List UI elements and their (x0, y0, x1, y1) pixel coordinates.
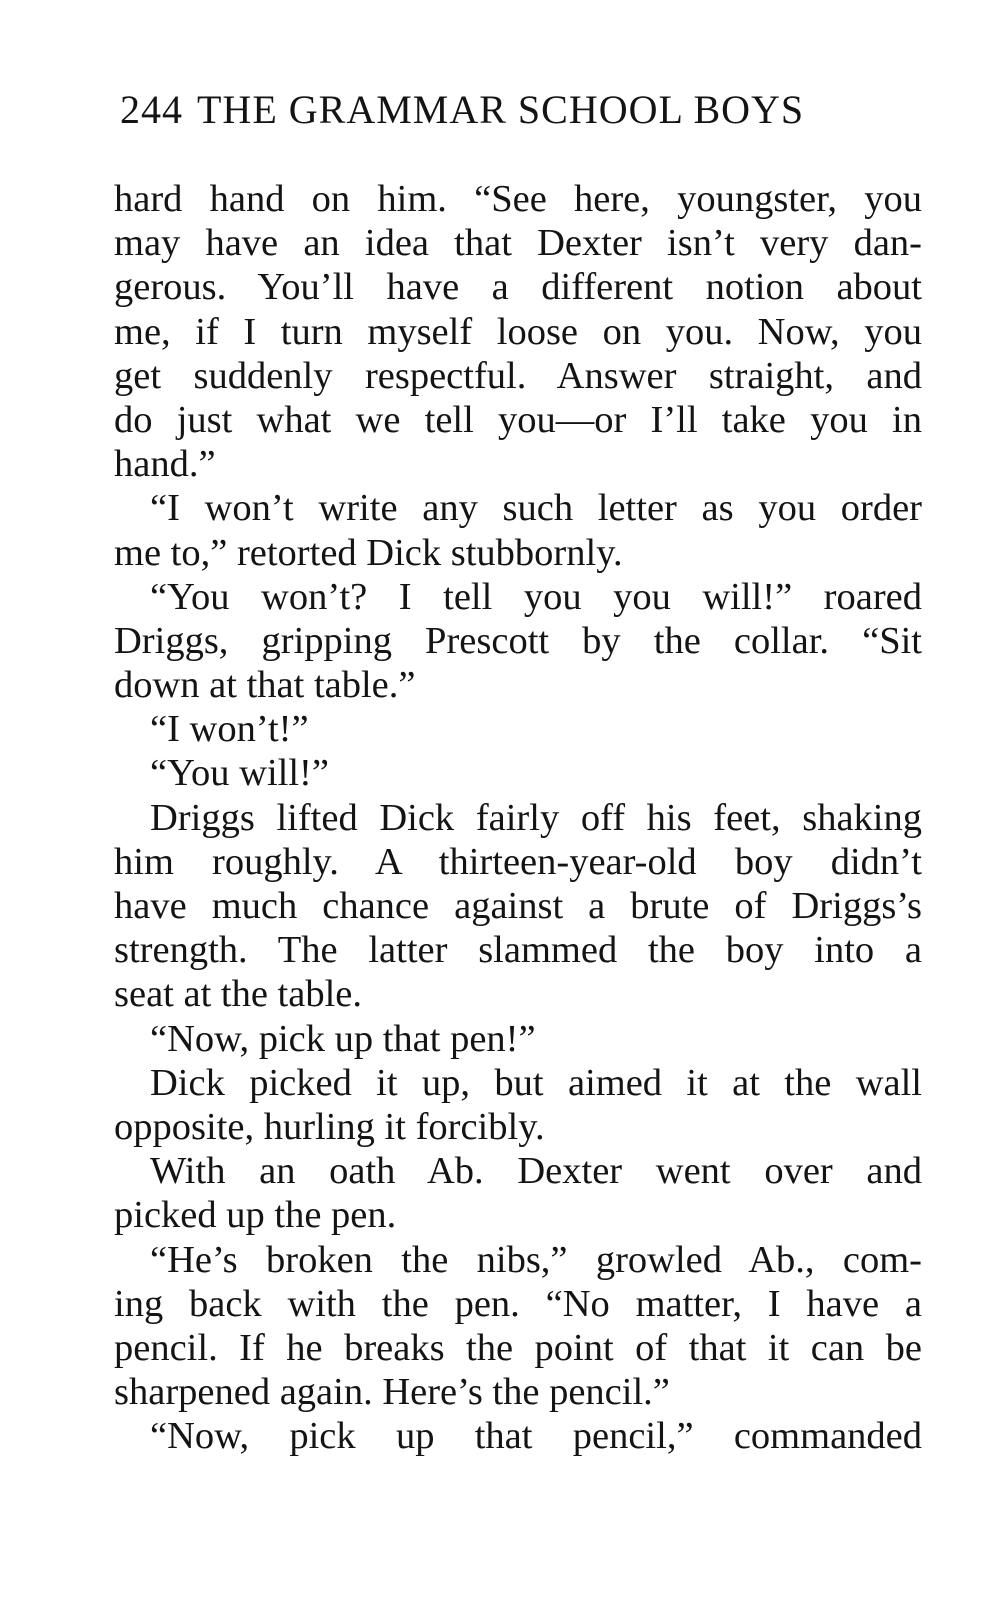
page-header (120, 86, 920, 134)
text-line: him roughly. A thirteen-year-old boy didn’t (114, 840, 922, 883)
text-line: hand.” (114, 443, 216, 486)
text-line: down at that table.” (114, 664, 416, 707)
running-title: THE GRAMMAR SCHOOL BOYS (197, 87, 805, 132)
text-line: “Now, pick up that pencil,” commanded (150, 1415, 922, 1458)
text-line: gerous. You’ll have a different notion about (114, 266, 922, 309)
text-line: ing back with the pen. “No matter, I have a (114, 1282, 922, 1325)
text-line: “You will!” (150, 752, 329, 795)
text-line: may have an idea that Dexter isn’t very dan- (114, 222, 922, 265)
text-line: opposite, hurling it forcibly. (114, 1105, 545, 1148)
text-line: strength. The latter slammed the boy into a (114, 929, 922, 972)
text-line: picked up the pen. (114, 1194, 397, 1237)
text-line: get suddenly respectful. Answer straight, and (114, 354, 922, 397)
text-line: pencil. If he breaks the point of that it can be (114, 1326, 922, 1369)
text-line: me, if I turn myself loose on you. Now, you (114, 310, 922, 353)
text-line: “I won’t write any such letter as you order (150, 487, 922, 530)
text-line: Driggs, gripping Prescott by the collar. “Sit (114, 619, 922, 662)
text-line: “Now, pick up that pen!” (150, 1017, 536, 1060)
text-line: “I won’t!” (150, 708, 309, 751)
text-line: With an oath Ab. Dexter went over and (150, 1150, 922, 1193)
text-line: sharpened again. Here’s the pencil.” (114, 1371, 670, 1414)
text-line: seat at the table. (114, 973, 362, 1016)
text-line: have much chance against a brute of Driggs’s (114, 885, 922, 927)
text-line: do just what we tell you—or I’ll take you in (114, 398, 922, 441)
text-line: Driggs lifted Dick fairly off his feet, shaking (150, 796, 922, 839)
text-line: “You won’t? I tell you you will!” roared (150, 575, 922, 618)
text-line: “He’s broken the nibs,” growled Ab., com- (150, 1238, 922, 1281)
page-number: 244 (120, 87, 183, 132)
body-text (114, 177, 922, 1458)
text-line: me to,” retorted Dick stubbornly. (114, 531, 623, 574)
text-line: hard hand on him. “See here, youngster, you (114, 178, 922, 220)
text-line: Dick picked it up, but aimed it at the wall (150, 1061, 922, 1104)
